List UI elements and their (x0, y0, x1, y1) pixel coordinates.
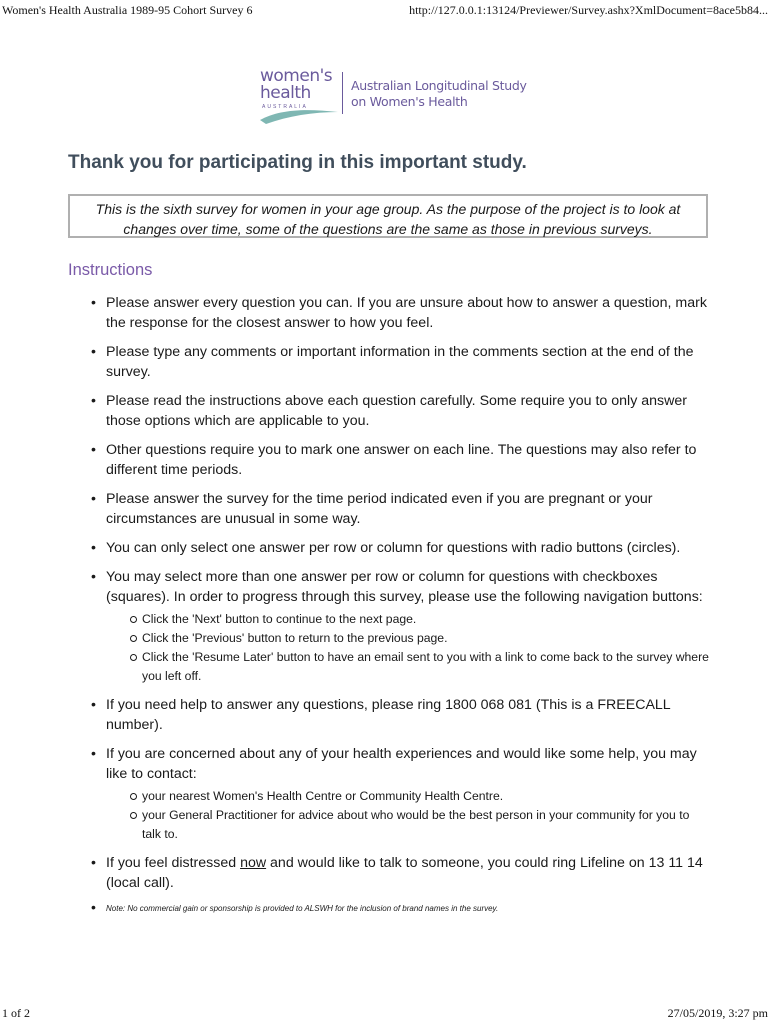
alswh-logo (258, 66, 528, 128)
nav-instruction-next: Click the 'Next' button to continue to the next page. (142, 610, 710, 629)
instruction-item-8: • If you need help to answer any questions, please ring 1800 068 081 (This is a FREECALL number). (88, 695, 710, 735)
instruction-item-9-text: If you are concerned about any of your health experiences and would like some help, you may like to contact: (106, 746, 697, 782)
navigation-buttons-list (106, 610, 710, 686)
instructions-heading: Instructions (68, 261, 153, 279)
instruction-item-2: • Please type any comments or important information in the comments section at the end of the survey. (88, 342, 710, 382)
intro-box: This is the sixth survey for women in your age group. As the purpose of the project is to look at changes over time, some of the questions are the same as those in previous surveys. (68, 194, 708, 238)
instruction-item-10 (88, 853, 710, 893)
instruction-item-1: • Please answer every question you can. If you are unsure about how to answer a question, mark the response for the closest answer to how you feel. (88, 293, 710, 333)
brand-names-note: • Note: No commercial gain or sponsorship is provided to ALSWH for the inclusion of brand names in the survey. (88, 902, 710, 916)
logo-wordmark-line3: AUSTRALIA (262, 104, 308, 110)
logo-wordmark-line2: health (260, 83, 311, 103)
print-header-url: http://127.0.0.1:13124/Previewer/Survey.ashx?XmlDocument=8ace5b84... (409, 3, 768, 17)
instruction-item-4: • Other questions require you to mark one answer on each line. The questions may also refer to different time periods. (88, 440, 710, 480)
nav-instruction-resume-later: Click the 'Resume Later' button to have an email sent to you with a link to come back to the survey where you left off. (142, 648, 710, 686)
page-title: Thank you for participating in this important study. (68, 152, 527, 173)
logo-study-line1: Australian Longitudinal Study (351, 78, 527, 93)
instruction-item-5: • Please answer the survey for the time period indicated even if you are pregnant or your circumstances are unusual in some way. (88, 489, 710, 529)
contacts-list (106, 787, 710, 844)
print-footer-page: 1 of 2 (2, 1006, 30, 1020)
logo-study-line2: on Women's Health (351, 94, 468, 109)
logo-divider (342, 72, 343, 114)
print-header-title: Women's Health Australia 1989-95 Cohort Survey 6 (2, 3, 253, 17)
instructions-list (88, 293, 710, 925)
print-footer (0, 1004, 770, 1024)
logo-wordmark-line1: women's (260, 66, 333, 86)
instruction-item-3: • Please read the instructions above each question carefully. Some require you to only answer those options which are applicable to you. (88, 391, 710, 431)
nav-instruction-previous: Click the 'Previous' button to return to the previous page. (142, 629, 710, 648)
lifeline-text-underlined: now (240, 855, 267, 871)
lifeline-text-before: If you feel distressed (106, 855, 241, 871)
contact-health-centre: your nearest Women's Health Centre or Community Health Centre. (142, 787, 710, 806)
print-footer-datetime: 27/05/2019, 3:27 pm (667, 1006, 768, 1020)
instruction-item-7-text: You may select more than one answer per row or column for questions with checkboxes (squares). In order to progress through this survey, please use the following navigation buttons: (106, 569, 703, 605)
lifeline-text-after: and would like to talk to someone, you could ring Lifeline on 13 11 14 (local call). (106, 855, 703, 891)
print-header (0, 0, 770, 20)
contact-general-practitioner: your General Practitioner for advice about who would be the best person in your community for you to talk to. (142, 806, 710, 844)
instruction-item-7 (88, 567, 710, 686)
instruction-item-6: • You can only select one answer per row or column for questions with radio buttons (circles). (88, 538, 710, 558)
logo-swoosh-icon (258, 106, 340, 126)
instruction-item-9 (88, 744, 710, 844)
